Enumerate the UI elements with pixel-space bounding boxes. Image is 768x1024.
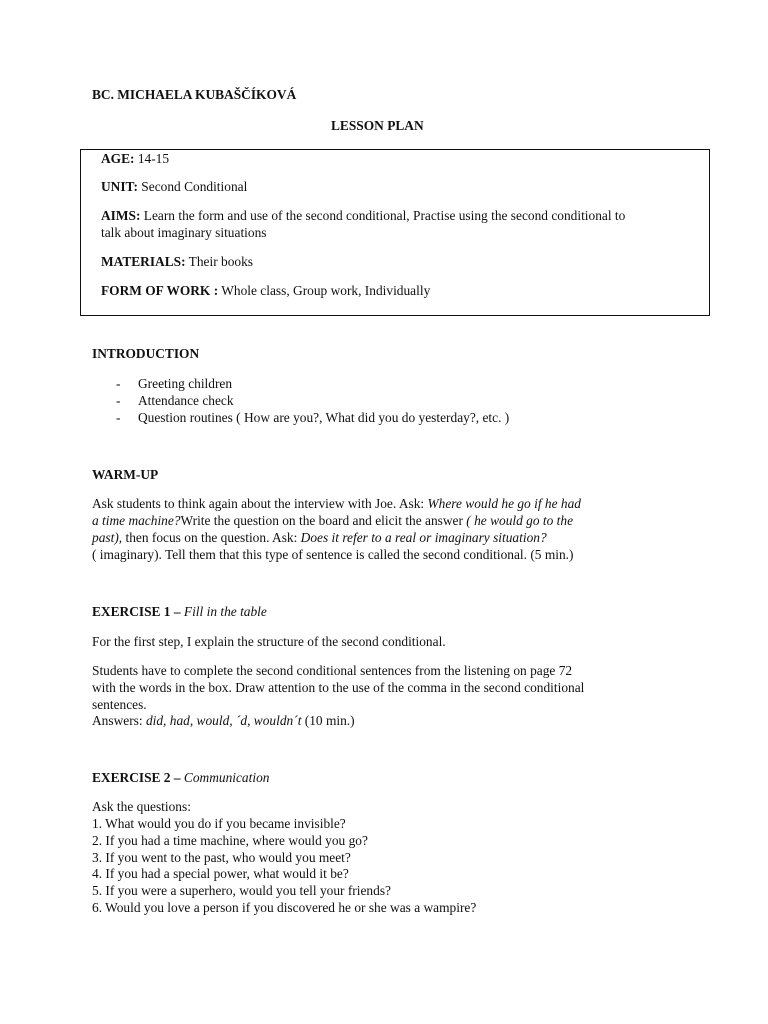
warmup-answer: past),: [92, 530, 123, 545]
list-bullet: -: [116, 376, 121, 391]
aims-row-continued: talk about imaginary situations: [101, 225, 267, 240]
aims-value: Learn the form and use of the second conditional, Practise using the second conditional to: [140, 208, 626, 223]
materials-label: MATERIALS:: [101, 254, 186, 269]
list-item: 5. If you were a superhero, would you tell your friends?: [92, 883, 391, 898]
materials-row: [101, 253, 253, 270]
list-item: 1. What would you do if you became invisible?: [92, 816, 346, 831]
introduction-heading: INTRODUCTION: [92, 346, 200, 361]
age-value: 14-15: [134, 151, 170, 166]
list-item-text: Question routines ( How are you?, What did you do yesterday?, etc. ): [138, 410, 510, 425]
author-name: BC. MICHAELA KUBAŠČÍKOVÁ: [92, 87, 297, 102]
exercise-2-label: EXERCISE 2 –: [92, 770, 184, 785]
list-bullet: -: [116, 393, 121, 408]
answers-label: Answers:: [92, 713, 146, 728]
exercise-1-subtitle: Fill in the table: [183, 604, 267, 619]
materials-value: Their books: [185, 254, 254, 269]
aims-label: AIMS:: [101, 208, 141, 223]
page-title: LESSON PLAN: [331, 118, 424, 133]
list-item: 3. If you went to the past, who would you meet?: [92, 850, 351, 865]
exercise-1-paragraph-2-line-2: with the words in the box. Draw attention to the use of the comma in the second conditional: [92, 680, 585, 695]
age-label: AGE:: [101, 151, 135, 166]
age-row: [101, 150, 169, 167]
exercise-1-heading: [92, 603, 267, 620]
list-item: 6. Would you love a person if you discovered he or she was a wampire?: [92, 900, 477, 915]
warmup-line-4: ( imaginary). Tell them that this type of sentence is called the second conditional. (5 min.): [92, 547, 574, 562]
warmup-line-2: [92, 512, 573, 529]
exercise-1-paragraph-2-line-1: Students have to complete the second conditional sentences from the listening on page 72: [92, 663, 573, 678]
exercise-2-heading: [92, 769, 269, 786]
unit-value: Second Conditional: [137, 179, 248, 194]
list-bullet: -: [116, 410, 121, 425]
exercise-1-label: EXERCISE 1 –: [92, 604, 184, 619]
warmup-text: Write the question on the board and elicit the answer: [180, 513, 467, 528]
list-item-text: Attendance check: [138, 393, 234, 408]
unit-row: [101, 178, 247, 195]
aims-row: [101, 207, 625, 224]
exercise-1-paragraph-2-line-3: sentences.: [92, 697, 147, 712]
warmup-line-1: [92, 495, 581, 512]
exercise-1-answers: [92, 712, 355, 729]
warmup-answer: ( he would go to the: [466, 513, 574, 528]
answers-value: did, had, would, ´d, wouldn´t: [145, 713, 302, 728]
exercise-2-intro: Ask the questions:: [92, 799, 191, 814]
warmup-text: Ask students to think again about the interview with Joe. Ask:: [92, 496, 428, 511]
list-item: 4. If you had a special power, what would it be?: [92, 866, 349, 881]
warmup-heading: WARM-UP: [92, 467, 159, 482]
warmup-question: Does it refer to a real or imaginary situation?: [300, 530, 547, 545]
warmup-question: a time machine?: [92, 513, 181, 528]
unit-label: UNIT:: [101, 179, 138, 194]
warmup-line-3: [92, 529, 547, 546]
warmup-question: Where would he go if he had: [427, 496, 581, 511]
form-of-work-value: Whole class, Group work, Individually: [218, 283, 431, 298]
answers-time: (10 min.): [301, 713, 355, 728]
list-item-text: Greeting children: [138, 376, 233, 391]
form-of-work-row: [101, 282, 430, 299]
form-of-work-label: FORM OF WORK :: [101, 283, 219, 298]
exercise-2-subtitle: Communication: [183, 770, 270, 785]
warmup-text: then focus on the question. Ask:: [122, 530, 301, 545]
exercise-1-paragraph-1: For the first step, I explain the structure of the second conditional.: [92, 634, 446, 649]
list-item: 2. If you had a time machine, where would you go?: [92, 833, 368, 848]
